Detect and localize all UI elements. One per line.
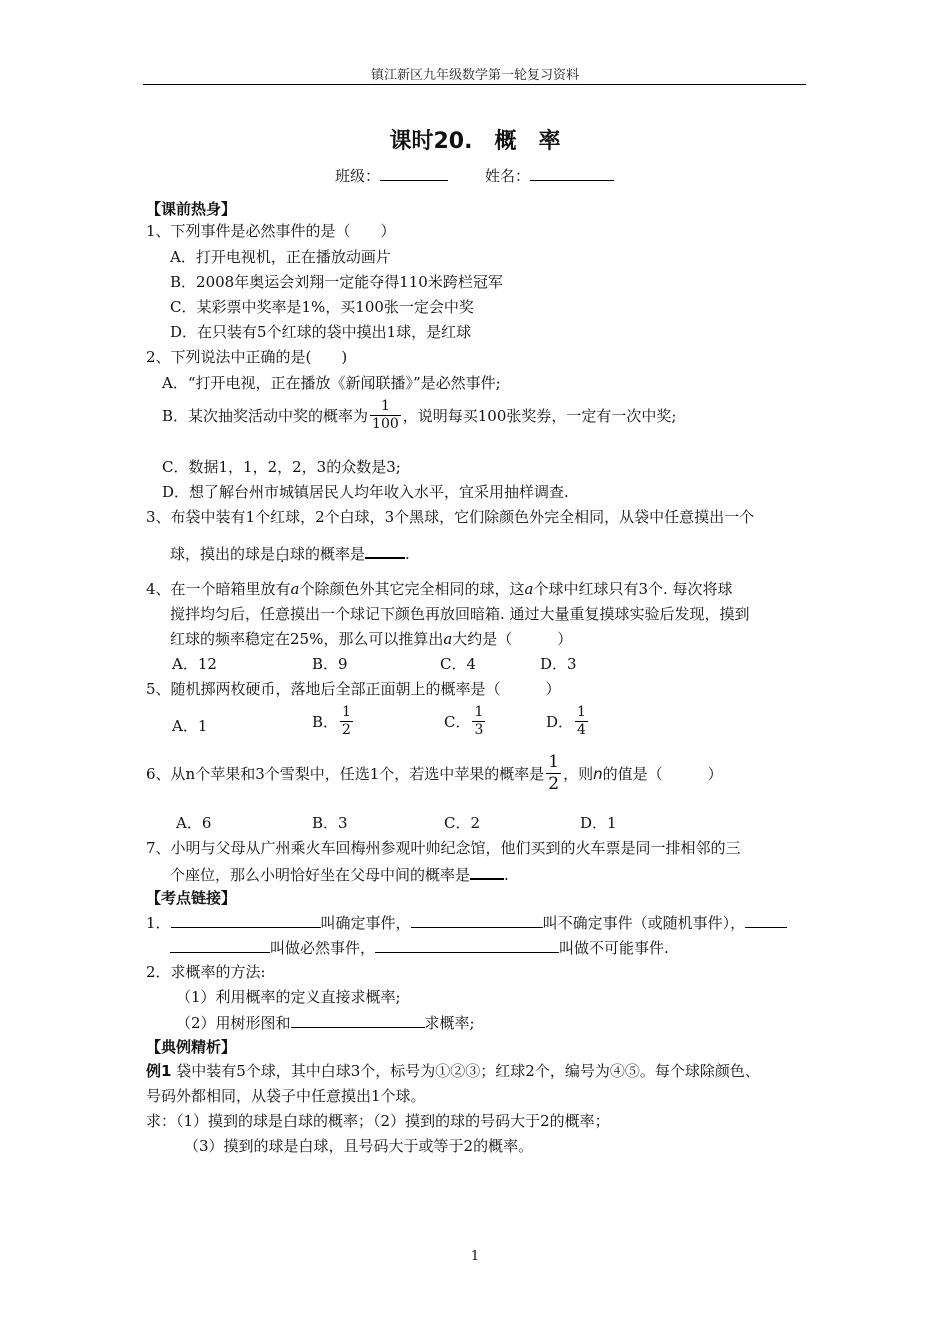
q2-option-d: D．想了解台州市城镇居民人均年收入水平，宜采用抽样调查. <box>162 483 569 501</box>
class-label: 班级： <box>335 167 381 185</box>
q7-text: 个座位，那么小明恰好坐在父母中间的概率是 <box>170 866 471 884</box>
q4-text-c: 个球中红球只有3个. 每次将球 <box>533 580 733 598</box>
q4-line3 <box>170 628 572 649</box>
header-rule <box>143 84 806 85</box>
q3-emphasis: 白球 <box>275 545 306 563</box>
q3-end: . <box>405 545 410 563</box>
q6-option-d: D．1 <box>580 814 617 832</box>
q5-option-c <box>444 704 487 739</box>
page-header: 镇江新区九年级数学第一轮复习资料 <box>370 68 579 83</box>
q7-line1: 7、小明与父母从广州乘火车回梅州参观叶帅纪念馆，他们买到的火车票是同一排相邻的三 <box>146 839 741 857</box>
q5-option-d-label: D． <box>546 713 574 731</box>
q3-answer-blank[interactable] <box>365 541 405 559</box>
q3-line2 <box>170 541 410 564</box>
k1-text-2: 叫不确定事件（或随机事件）， <box>542 914 746 932</box>
var-n: n <box>593 764 603 783</box>
name-blank[interactable] <box>530 164 614 181</box>
var-a: a <box>524 580 534 598</box>
fraction-1-4 <box>575 704 588 739</box>
q4-text-d: 红球的频率稳定在25%，那么可以推算出 <box>170 630 444 648</box>
section-examples: 【典例精析】 <box>146 1038 237 1056</box>
example1-line1 <box>146 1060 760 1081</box>
q4-line1 <box>146 578 733 599</box>
q6-option-b: B．3 <box>312 814 348 832</box>
q7-answer-blank[interactable] <box>470 862 504 880</box>
fraction-denominator: 2 <box>342 722 351 738</box>
q7-end: . <box>504 866 509 884</box>
k1-line2 <box>170 936 669 958</box>
section-key-points: 【考点链接】 <box>146 889 237 907</box>
q2-stem: 2、下列说法中正确的是( ) <box>146 348 348 366</box>
fraction-numerator: 1 <box>380 398 390 414</box>
q2-option-b <box>162 398 676 433</box>
q5-option-c-label: C． <box>444 713 471 731</box>
name-field <box>485 164 614 186</box>
q4-option-b: B．9 <box>312 655 348 673</box>
k1-blank-3b[interactable] <box>170 936 270 953</box>
q6-text-c: 的值是（ ） <box>602 765 723 783</box>
q6-text-b: ，则 <box>563 765 594 783</box>
k2-method-2 <box>176 1011 475 1033</box>
q2-option-b-text: B．某次抽奖活动中奖的概率为 <box>162 407 369 425</box>
fraction-1-2 <box>340 704 353 739</box>
q2-option-c: C．数据1，1，2，2，3的众数是3; <box>162 458 401 476</box>
q3-line1: 3、布袋中装有1个红球，2个白球，3个黑球，它们除颜色外完全相同，从袋中任意摸出一个 <box>146 508 755 526</box>
q3-text-2: 的概率是 <box>305 545 366 563</box>
q2-option-b-tail: ，说明每买100张奖券，一定有一次中奖; <box>402 407 677 425</box>
fraction-1-3 <box>472 704 485 739</box>
k2-blank[interactable] <box>291 1011 425 1028</box>
q1-stem: 1、下列事件是必然事件的是（ ） <box>146 222 396 240</box>
k1-text-1: 叫确定事件， <box>320 914 411 932</box>
k2-text-b: 求概率; <box>424 1014 475 1032</box>
q5-option-a-label: A． <box>172 717 198 735</box>
class-blank[interactable] <box>380 164 448 181</box>
example1-line4: （3）摸到的球是白球，且号码大于或等于2的概率。 <box>184 1137 534 1155</box>
q4-option-c: C．4 <box>440 655 477 673</box>
var-a: a <box>443 630 453 648</box>
class-field <box>335 164 448 186</box>
q7-line2 <box>170 862 509 885</box>
k1-text-4: 叫做不可能事件. <box>559 939 669 957</box>
fraction-1-100 <box>370 398 401 433</box>
q6-option-c: C．2 <box>444 814 481 832</box>
example1-line2: 号码外都相同，从袋子中任意摸出1个球。 <box>146 1087 426 1105</box>
var-a: a <box>290 580 300 598</box>
page-number: 1 <box>470 1249 480 1264</box>
k1-blank-2[interactable] <box>411 911 543 928</box>
k2-method-1: （1）利用概率的定义直接求概率; <box>176 988 401 1006</box>
k1-blank-3a[interactable] <box>745 911 787 928</box>
section-warmup: 【课前热身】 <box>146 200 237 218</box>
q5-stem: 5、随机掷两枚硬币，落地后全部正面朝上的概率是（ ） <box>146 680 561 698</box>
page-title: 课时20. 概 率 <box>389 129 561 154</box>
q4-text-e: 大约是（ ） <box>452 630 573 648</box>
q6-text-a: 6、从n个苹果和3个雪梨中，任选1个，若选中苹果的概率是 <box>146 765 545 783</box>
example1-label: 例1 <box>146 1062 172 1080</box>
q6-stem <box>146 752 723 795</box>
q5-option-d <box>546 704 590 739</box>
q6-option-a: A．6 <box>176 814 212 832</box>
k1-line1 <box>146 911 787 933</box>
k2-text-a: （2）用树形图和 <box>176 1014 291 1032</box>
example1-text: 袋中装有5个球，其中白球3个，标号为①②③；红球2个，编号为④⑤。每个球除颜色、 <box>171 1062 760 1080</box>
fraction-denominator: 100 <box>372 416 399 432</box>
q3-text: 球，摸出的球是 <box>170 545 276 563</box>
q5-option-b <box>312 704 355 739</box>
k2-stem: 2．求概率的方法: <box>146 963 266 981</box>
example1-line3: 求：（1）摸到的球是白球的概率；（2）摸到的球的号码大于2的概率； <box>146 1112 610 1130</box>
q1-option-b: B．2008年奥运会刘翔一定能夺得110米跨栏冠军 <box>170 273 503 291</box>
k1-blank-1[interactable] <box>171 911 321 928</box>
q2-option-a: A．“打开电视，正在播放《新闻联播》”是必然事件; <box>162 374 501 392</box>
k1-blank-4[interactable] <box>375 936 559 953</box>
k1-number: 1． <box>146 914 171 932</box>
q1-option-c: C．某彩票中奖率是1%，买100张一定会中奖 <box>170 298 474 316</box>
fraction-denominator: 4 <box>577 722 586 738</box>
q5-option-a <box>172 715 207 736</box>
q1-option-d: D．在只装有5个红球的袋中摸出1球，是红球 <box>170 323 472 341</box>
fraction-1-2 <box>546 752 561 795</box>
q4-text-b: 个除颜色外其它完全相同的球，这 <box>299 580 525 598</box>
q4-option-d: D．3 <box>540 655 577 673</box>
q5-option-a-value: 1 <box>197 717 208 735</box>
k1-text-3: 叫做必然事件， <box>270 939 376 957</box>
fraction-numerator: 1 <box>474 704 484 720</box>
fraction-numerator: 1 <box>548 752 560 772</box>
q4-text-a: 4、在一个暗箱里放有 <box>146 580 291 598</box>
q4-option-a: A．12 <box>172 655 217 673</box>
fraction-denominator: 2 <box>548 774 560 794</box>
q1-option-a: A．打开电视机，正在播放动画片 <box>170 248 391 266</box>
q4-line2: 搅拌均匀后，任意摸出一个球记下颜色再放回暗箱. 通过大量重复摸球实验后发现，摸到 <box>170 605 750 623</box>
fraction-numerator: 1 <box>577 704 586 720</box>
q5-option-b-label: B． <box>312 713 339 731</box>
name-label: 姓名： <box>485 167 531 185</box>
fraction-numerator: 1 <box>342 704 351 720</box>
fraction-denominator: 3 <box>474 722 484 738</box>
